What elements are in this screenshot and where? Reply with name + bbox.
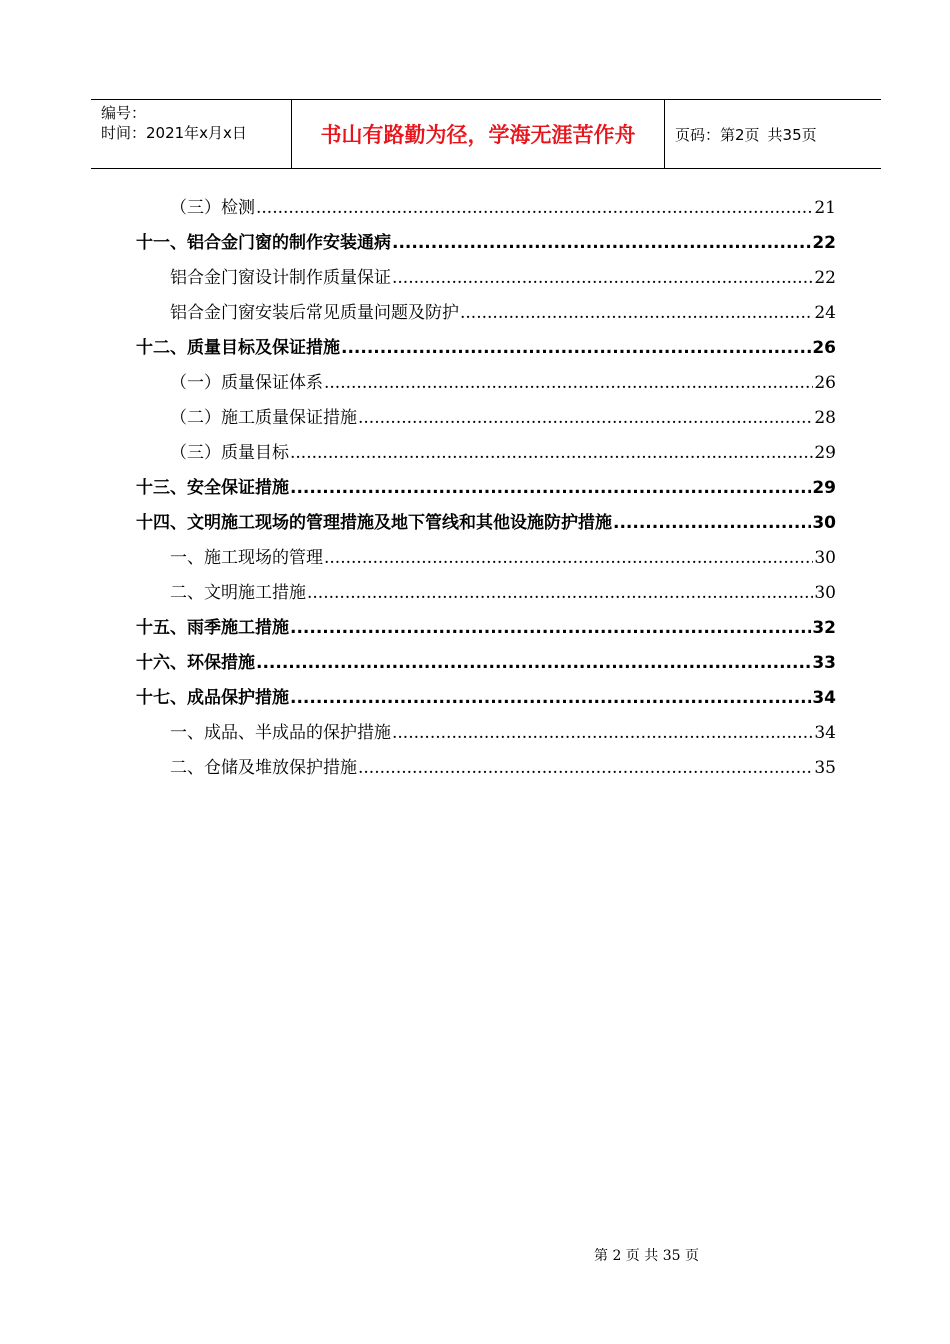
toc-entry-title: 一、施工现场的管理 xyxy=(170,548,323,568)
toc-entry-page: 34 xyxy=(812,688,836,708)
toc-leader-dots xyxy=(290,687,811,709)
toc-entry[interactable] xyxy=(170,289,836,324)
toc-entry-page: 34 xyxy=(814,723,836,743)
toc-entry-title: 十三、安全保证措施 xyxy=(136,478,289,498)
toc-entry-page: 35 xyxy=(814,758,836,778)
header-motto: 书山有路勤为径，学海无涯苦作舟 xyxy=(292,100,665,168)
toc-leader-dots xyxy=(290,442,813,464)
toc-leader-dots xyxy=(256,197,813,219)
toc-entry-page: 29 xyxy=(814,443,836,463)
toc-leader-dots xyxy=(392,232,811,254)
toc-entry-page: 29 xyxy=(812,478,836,498)
toc-entry-page: 22 xyxy=(812,233,836,253)
toc-entry-page: 30 xyxy=(814,583,836,603)
toc-entry-title: 二、仓储及堆放保护措施 xyxy=(170,758,357,778)
toc-leader-dots xyxy=(341,337,811,359)
footer-page-number: 第 2 页 共 35 页 xyxy=(594,1248,699,1264)
toc-entry[interactable] xyxy=(136,219,836,254)
toc-entry[interactable] xyxy=(136,499,836,534)
toc-leader-dots xyxy=(460,302,813,324)
toc-entry[interactable] xyxy=(136,674,836,709)
toc-entry[interactable] xyxy=(136,324,836,359)
toc-entry-title: 十二、质量目标及保证措施 xyxy=(136,338,340,358)
toc-entry[interactable] xyxy=(170,744,836,779)
toc-leader-dots xyxy=(358,757,813,779)
toc-entry-title: 十七、成品保护措施 xyxy=(136,688,289,708)
toc-leader-dots xyxy=(290,477,811,499)
toc-entry[interactable] xyxy=(170,429,836,464)
toc-leader-dots xyxy=(392,722,813,744)
toc-entry-title: 一、成品、半成品的保护措施 xyxy=(170,723,391,743)
toc-entry-page: 30 xyxy=(812,513,836,533)
toc-entry-page: 32 xyxy=(812,618,836,638)
header-meta xyxy=(91,100,292,168)
header-total-label: 共35页 xyxy=(767,125,817,144)
toc-leader-dots xyxy=(324,547,813,569)
toc-entry-title: （一）质量保证体系 xyxy=(170,373,323,393)
toc-leader-dots xyxy=(358,407,813,429)
toc-leader-dots xyxy=(392,267,813,289)
toc-leader-dots xyxy=(307,582,813,604)
toc-entry[interactable] xyxy=(170,709,836,744)
toc-entry[interactable] xyxy=(170,394,836,429)
toc-entry-title: 十四、文明施工现场的管理措施及地下管线和其他设施防护措施 xyxy=(136,513,612,533)
toc-entry[interactable] xyxy=(170,534,836,569)
header-page-label: 页码：第2页 xyxy=(675,125,760,144)
toc-entry-page: 26 xyxy=(812,338,836,358)
toc-entry-title: 十五、雨季施工措施 xyxy=(136,618,289,638)
toc-entry-page: 21 xyxy=(814,198,836,218)
toc-leader-dots xyxy=(290,617,811,639)
toc-entry-page: 24 xyxy=(814,303,836,323)
toc-entry-page: 26 xyxy=(814,373,836,393)
toc-entry-page: 30 xyxy=(814,548,836,568)
toc-entry[interactable] xyxy=(170,569,836,604)
toc-entry-title: （三）质量目标 xyxy=(170,443,289,463)
toc-entry[interactable] xyxy=(136,639,836,674)
toc-leader-dots xyxy=(324,372,813,394)
header-page-info xyxy=(665,100,881,168)
toc-entry[interactable] xyxy=(136,604,836,639)
toc-entry[interactable] xyxy=(170,184,836,219)
toc-entry-page: 22 xyxy=(814,268,836,288)
toc-entry-title: 铝合金门窗安装后常见质量问题及防护 xyxy=(170,303,459,323)
time-label: 时间：2021年x月x日 xyxy=(101,124,247,142)
toc-leader-dots xyxy=(256,652,811,674)
toc-entry[interactable] xyxy=(170,359,836,394)
toc-entry-title: 十六、环保措施 xyxy=(136,653,255,673)
number-label: 编号： xyxy=(101,104,147,122)
toc-entry[interactable] xyxy=(170,254,836,289)
toc-entry-page: 28 xyxy=(814,408,836,428)
toc-entry-title: （三）检测 xyxy=(170,198,255,218)
toc-entry-title: 二、文明施工措施 xyxy=(170,583,306,603)
toc-entry[interactable] xyxy=(136,464,836,499)
toc-leader-dots xyxy=(613,512,811,534)
toc-entry-page: 33 xyxy=(812,653,836,673)
document-header xyxy=(91,99,881,169)
toc-entry-title: （二）施工质量保证措施 xyxy=(170,408,357,428)
toc-entry-title: 十一、铝合金门窗的制作安装通病 xyxy=(136,233,391,253)
toc-entry-title: 铝合金门窗设计制作质量保证 xyxy=(170,268,391,288)
